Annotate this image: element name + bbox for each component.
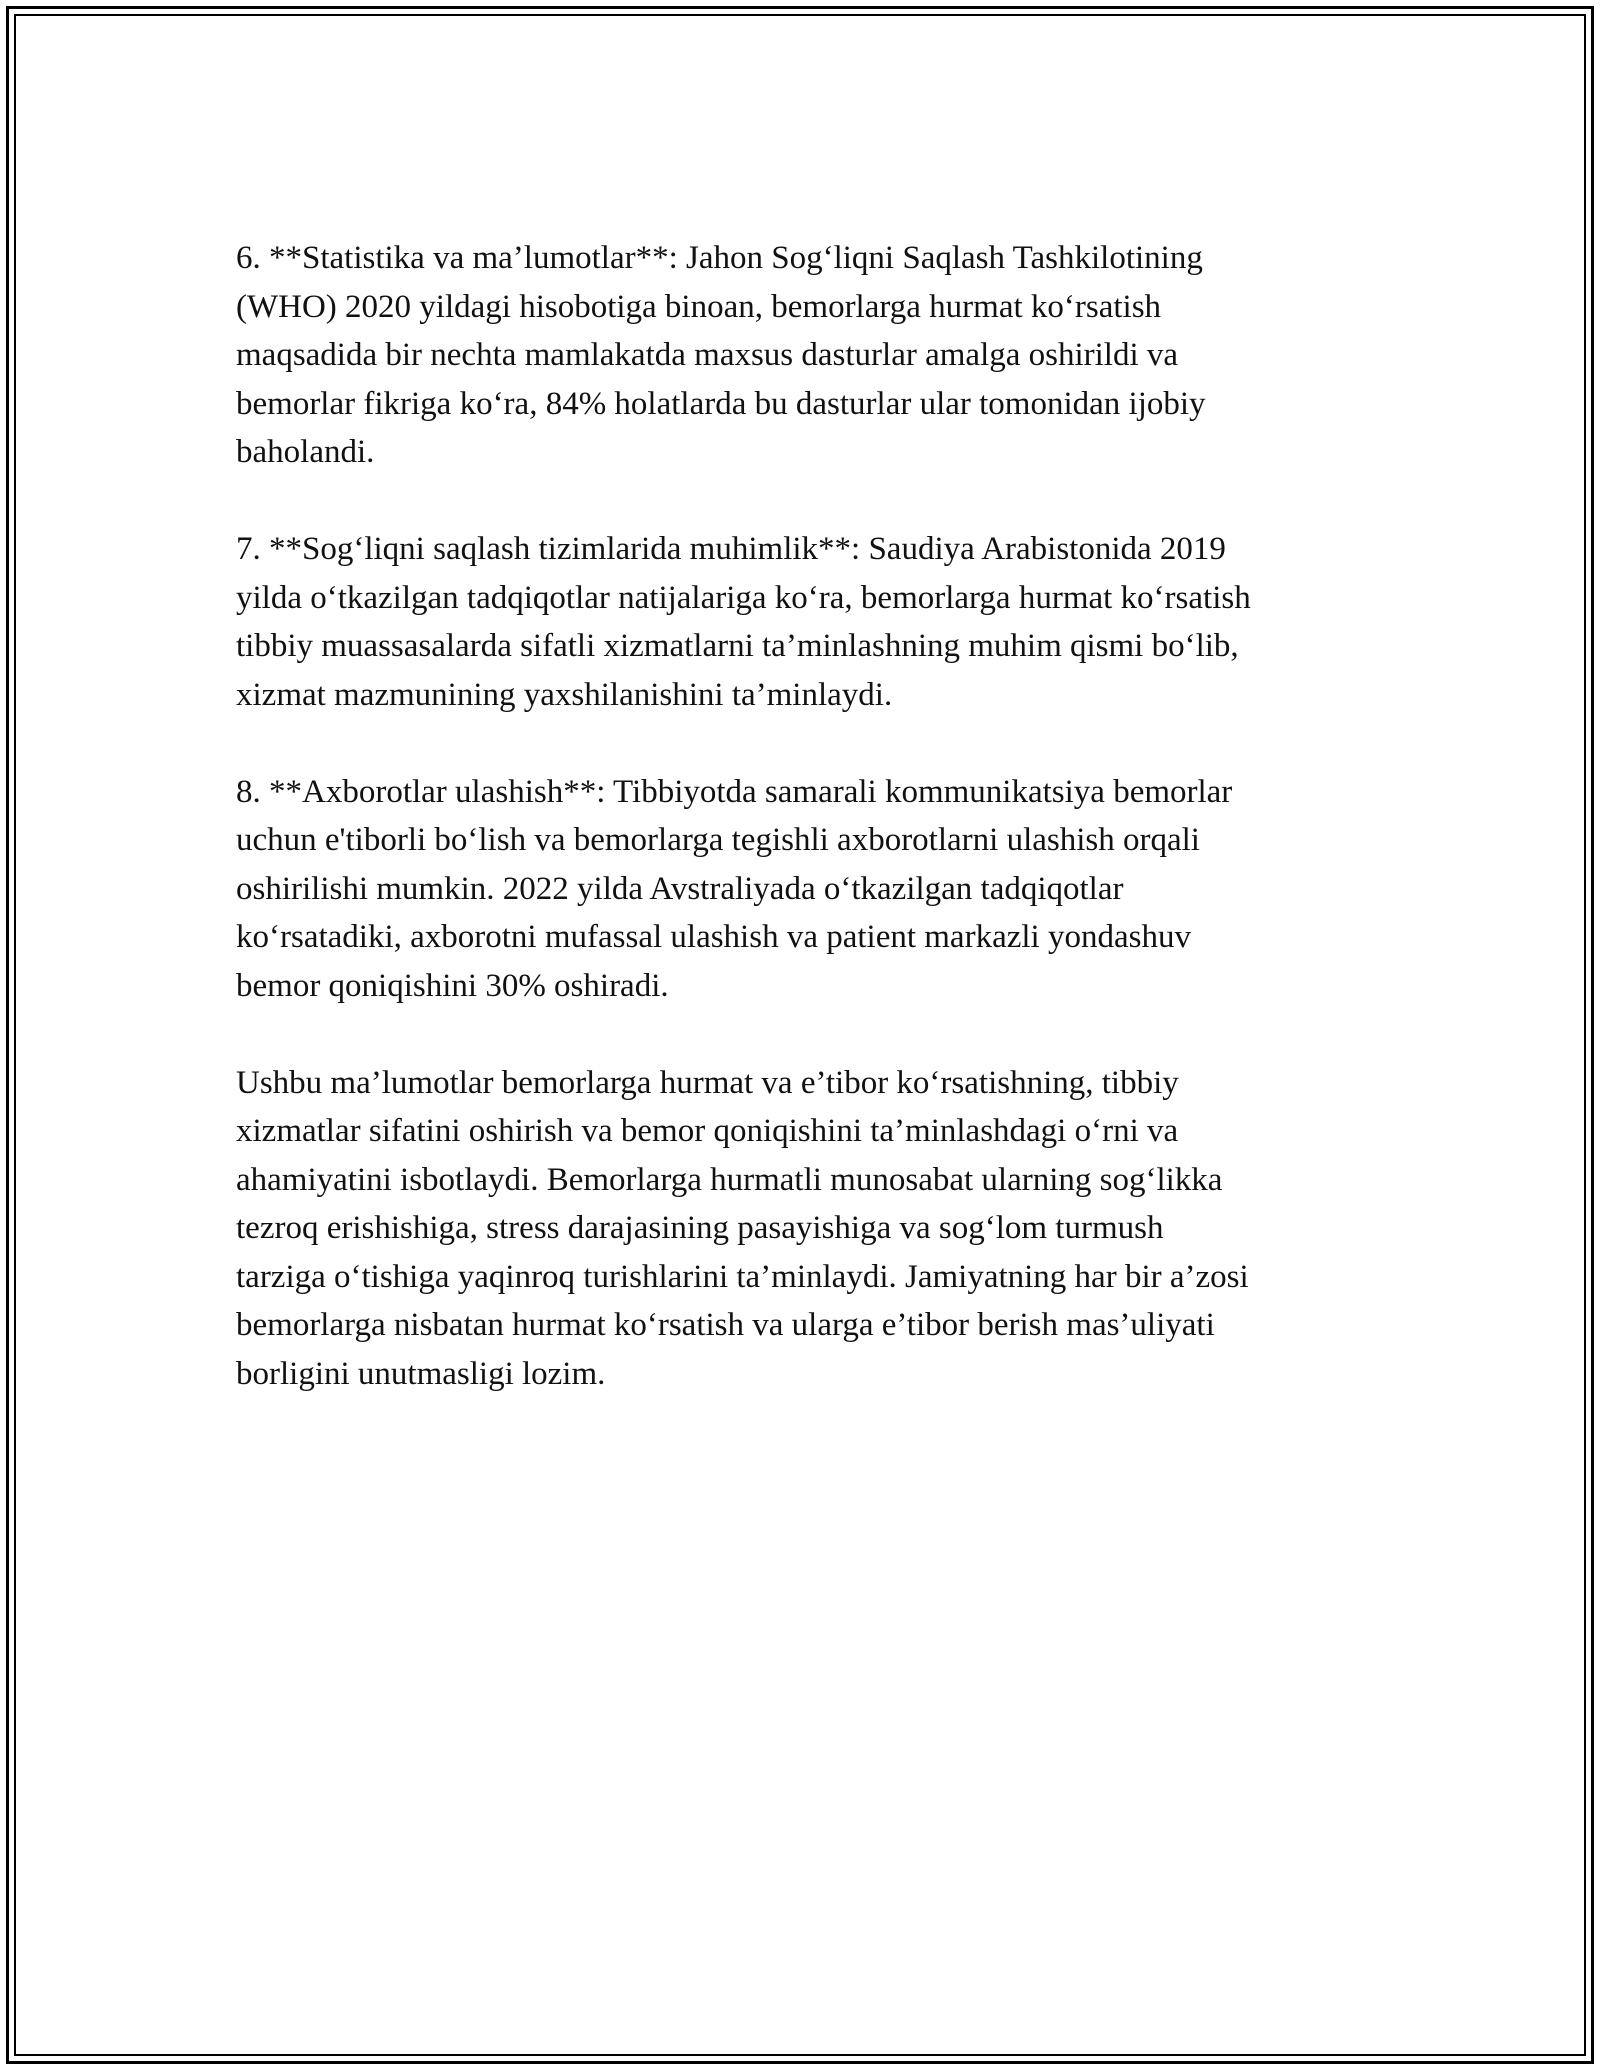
paragraph-information-sharing: 8. **Axborotlar ulashish**: Tibbiyotda samarali kommunikatsiya bemorlar uchun e'tiborli bo‘lish va bemorlarga tegishli axborotlarni ulashish orqali oshirilishi mumkin. 2022 yilda Avstraliyada o‘tkazilgan tadqiqotlar ko‘rsatadiki, axborotni mufassal ulashish va patient markazli yondashuv bemor qoniqishini 30% oshiradi. bbox=[236, 773, 1233, 1004]
document-body bbox=[236, 234, 1376, 1447]
paragraph-conclusion: Ushbu ma’lumotlar bemorlarga hurmat va e’tibor ko‘rsatishning, tibbiy xizmatlar sifatini oshirish va bemor qoniqishini ta’minlashdagi o‘rni va ahamiyatini isbotlaydi. Bemorlarga hurmatli munosabat ularning sog‘likka tezroq erishishiga, stress darajasining pasayishiga va sog‘lom turmush tarziga o‘tishiga yaqinroq turishlarini ta’minlaydi. Jamiyatning har bir a’zosi bemorlarga nisbatan hurmat ko‘rsatish va ularga e’tibor berish mas’uliyati borligini unutmasligi lozim. bbox=[236, 1064, 1249, 1392]
paragraph-healthcare-importance: 7. **Sog‘liqni saqlash tizimlarida muhimlik**: Saudiya Arabistonida 2019 yilda o‘tkazilgan tadqiqotlar natijalariga ko‘ra, bemorlarga hurmat ko‘rsatish tibbiy muassasalarda sifatli xizmatlarni ta’minlashning muhim qismi bo‘lib, xizmat mazmunining yaxshilanishini ta’minlaydi. bbox=[236, 531, 1251, 713]
paragraph-statistics: 6. **Statistika va ma’lumotlar**: Jahon Sog‘liqni Saqlash Tashkilotining (WHO) 2020 yildagi hisobotiga binoan, bemorlarga hurmat ko‘rsatish maqsadida bir nechta mamlakatda maxsus dasturlar amalga oshirildi va bemorlar fikriga ko‘ra, 84% holatlarda bu dasturlar ular tomonidan ijobiy baholandi. bbox=[236, 240, 1206, 470]
